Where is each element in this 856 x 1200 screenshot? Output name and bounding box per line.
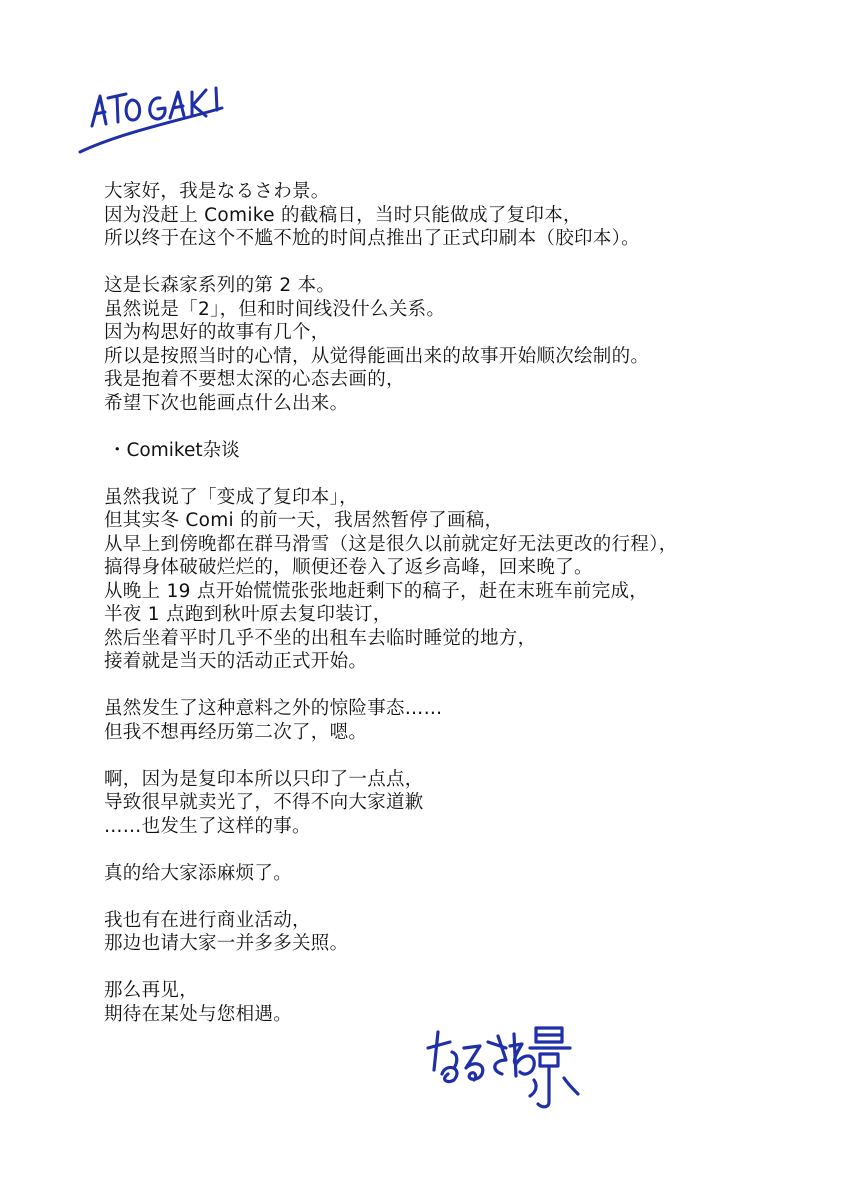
intro-line: 因为没赶上 Comike 的截稿日，当时只能做成了复印本， xyxy=(104,204,582,226)
series-line: 所以是按照当时的心情，从觉得能画出来的故事开始顺次绘制的。 xyxy=(104,345,650,367)
commercial-paragraph xyxy=(104,909,824,956)
section-title: ・Comiket杂谈 xyxy=(108,439,240,461)
story-paragraph xyxy=(104,486,824,674)
series-line: 希望下次也能画点什么出来。 xyxy=(104,392,349,414)
risk-line: 但我不想再经历第二次了，嗯。 xyxy=(104,721,368,743)
series-line: 因为构思好的故事有几个， xyxy=(104,322,330,343)
commercial-line: 那边也请大家一并多多关照。 xyxy=(104,933,349,954)
story-line: 接着就是当天的活动正式开始。 xyxy=(104,651,368,672)
intro-line: 大家好，我是なるさわ景。 xyxy=(104,181,330,202)
story-line: 虽然我说了「变成了复印本」， xyxy=(104,486,358,508)
closing-line: 期待在某处与您相遇。 xyxy=(104,1003,293,1025)
series-line: 我是抱着不要想太深的心态去画的， xyxy=(104,369,405,390)
signature-text: なるさわ景 xyxy=(418,1018,423,1019)
soldout-paragraph xyxy=(104,768,824,839)
soldout-line: ……也发生了这样的事。 xyxy=(104,815,311,837)
author-signature xyxy=(418,1018,588,1148)
story-line: 搞得身体破破烂烂的，顺便还卷入了返乡高峰，回来晚了。 xyxy=(104,557,593,578)
closing-line: 那么再见， xyxy=(104,980,199,1001)
series-line: 这是长森家系列的第 2 本。 xyxy=(104,275,336,296)
commercial-line: 我也有在进行商业活动， xyxy=(104,909,311,931)
series-line: 虽然说是「2」，但和时间线没什么关系。 xyxy=(104,298,446,320)
atogaki-handwritten-heading xyxy=(72,78,242,168)
risk-paragraph xyxy=(104,697,824,744)
series-paragraph xyxy=(104,274,824,415)
intro-paragraph xyxy=(104,180,824,251)
story-line: 但其实冬 Comi 的前一天，我居然暂停了画稿， xyxy=(104,510,504,531)
story-line: 从晚上 19 点开始慌慌张张地赶剩下的稿子，赶在末班车前完成， xyxy=(104,580,649,602)
story-line: 然后坐着平时几乎不坐的出租车去临时睡觉的地方， xyxy=(104,627,537,649)
intro-line: 所以终于在这个不尴不尬的时间点推出了正式印刷本（胶印本）。 xyxy=(104,228,640,249)
apology-line: 真的给大家添麻烦了。 xyxy=(104,862,293,884)
atogaki-text: ATOGAKI xyxy=(72,78,77,79)
soldout-line: 导致很早就卖光了，不得不向大家道歉 xyxy=(104,792,424,813)
story-line: 从早上到傍晚都在群马滑雪（这是很久以前就定好无法更改的行程）， xyxy=(104,533,678,555)
risk-line: 虽然发生了这种意料之外的惊险事态…… xyxy=(104,698,443,719)
apology-paragraph xyxy=(104,862,824,886)
story-line: 半夜 1 点跑到秋叶原去复印装订， xyxy=(104,604,392,625)
soldout-line: 啊，因为是复印本所以只印了一点点， xyxy=(104,768,424,790)
afterword-body xyxy=(104,180,824,1026)
